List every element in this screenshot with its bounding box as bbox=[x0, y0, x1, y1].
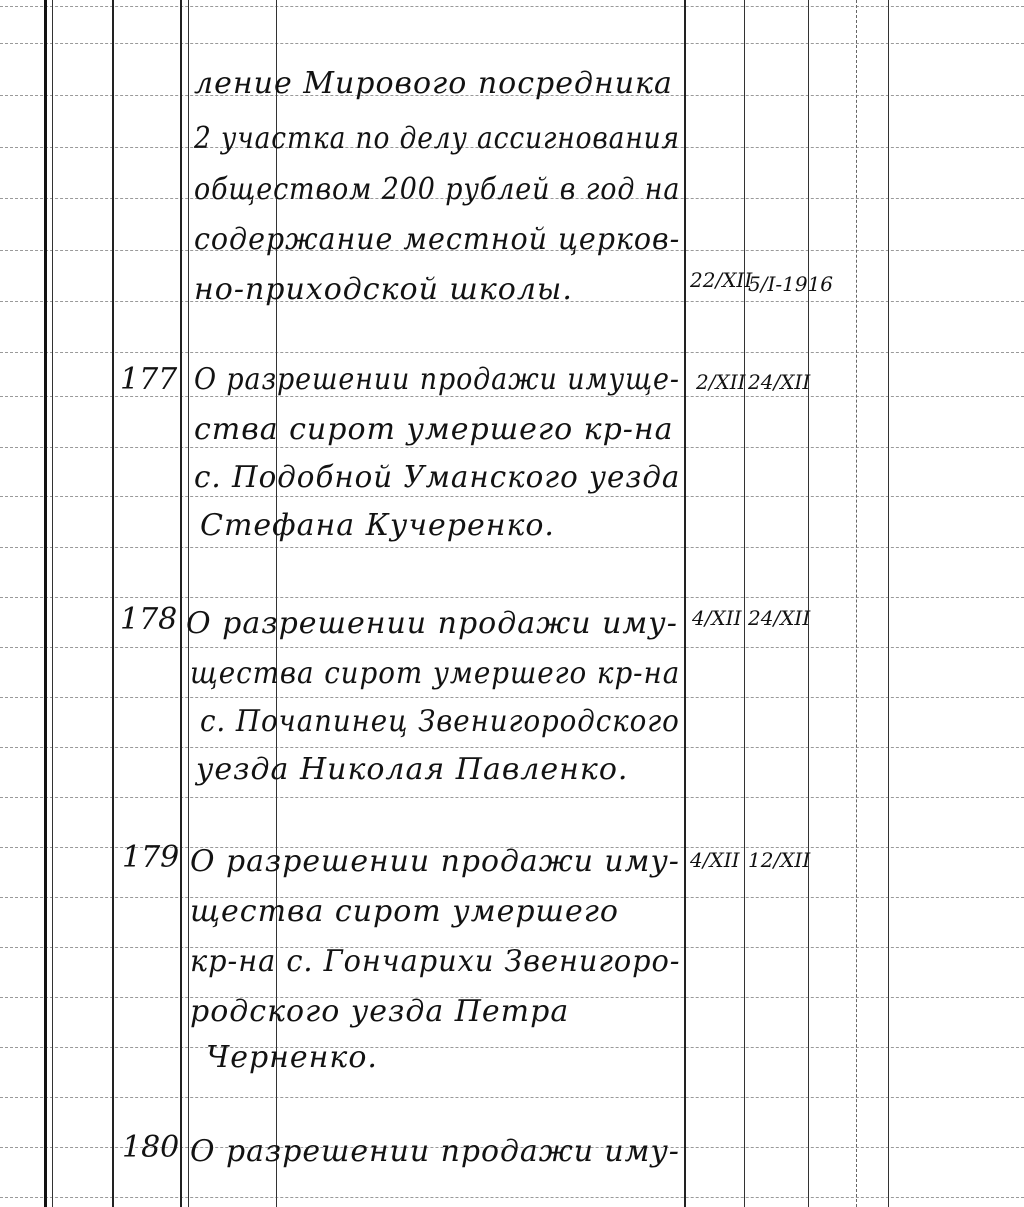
entry-number: 177 bbox=[120, 362, 178, 397]
entry-text-line: с. Подобной Уманского уезда bbox=[194, 460, 681, 495]
column-rule bbox=[180, 0, 182, 1207]
date-received: 4/XII bbox=[690, 848, 740, 872]
ruled-line bbox=[0, 547, 1024, 548]
column-rule bbox=[808, 0, 809, 1207]
entry-text-line: содержание местной церков- bbox=[194, 222, 681, 257]
ruled-line bbox=[0, 352, 1024, 353]
entry-text-line: О разрешении продажи иму- bbox=[190, 844, 680, 879]
entry-text-line: с. Почапинец Звенигородского bbox=[200, 704, 680, 739]
entry-text-line: родского уезда Петра bbox=[190, 994, 570, 1029]
entry-number: 180 bbox=[122, 1130, 180, 1165]
entry-text-line: щества сирот умершего кр-на bbox=[190, 656, 681, 691]
column-rule bbox=[52, 0, 53, 1207]
date-resolved: 12/XII bbox=[748, 848, 811, 872]
ruled-line bbox=[0, 797, 1024, 798]
date-resolved: 24/XII bbox=[748, 606, 811, 630]
column-rule bbox=[112, 0, 114, 1207]
entry-text-line: уезда Николая Павленко. bbox=[196, 752, 629, 787]
ruled-line bbox=[0, 647, 1024, 648]
entry-text-line: Стефана Кучеренко. bbox=[200, 508, 555, 543]
column-rule bbox=[856, 0, 857, 1207]
entry-text-line: кр-на с. Гончарихи Звенигоро- bbox=[190, 944, 681, 979]
entry-number: 179 bbox=[122, 840, 180, 875]
entry-text-line: О разрешении продажи имуще- bbox=[194, 362, 680, 397]
ruled-line bbox=[0, 1097, 1024, 1098]
entry-text-line: О разрешении продажи иму- bbox=[190, 1134, 680, 1169]
date-received: 2/XII bbox=[696, 370, 746, 394]
ruled-line bbox=[0, 1047, 1024, 1048]
entry-text-line: обществом 200 рублей в год на bbox=[194, 172, 681, 207]
ruled-line bbox=[0, 496, 1024, 497]
entry-text-line: О разрешении продажи иму- bbox=[186, 606, 678, 641]
ruled-line bbox=[0, 747, 1024, 748]
date-resolved: 24/XII bbox=[748, 370, 811, 394]
entry-text-line: ства сирот умершего кр-на bbox=[194, 412, 674, 447]
column-rule bbox=[188, 0, 189, 1207]
ruled-line bbox=[0, 597, 1024, 598]
ruled-line bbox=[0, 1197, 1024, 1198]
date-received: 22/XII bbox=[690, 268, 753, 292]
entry-text-line: Черненко. bbox=[206, 1040, 378, 1075]
column-rule bbox=[744, 0, 745, 1207]
entry-number: 178 bbox=[120, 602, 178, 637]
column-rule bbox=[44, 0, 47, 1207]
entry-text-line: 2 участка по делу ассигнования bbox=[194, 121, 680, 156]
entry-text-line: щества сирот умершего bbox=[190, 894, 619, 929]
column-rule bbox=[888, 0, 889, 1207]
ruled-line bbox=[0, 447, 1024, 448]
ruled-line bbox=[0, 6, 1024, 7]
date-received: 4/XII bbox=[692, 606, 742, 630]
entry-text-line: ление Мирового посредника bbox=[194, 66, 673, 101]
entry-text-line: но-приходской школы. bbox=[194, 272, 573, 307]
date-resolved: 5/I-1916 bbox=[748, 272, 834, 296]
ruled-line bbox=[0, 43, 1024, 44]
ruled-line bbox=[0, 697, 1024, 698]
column-rule bbox=[684, 0, 686, 1207]
